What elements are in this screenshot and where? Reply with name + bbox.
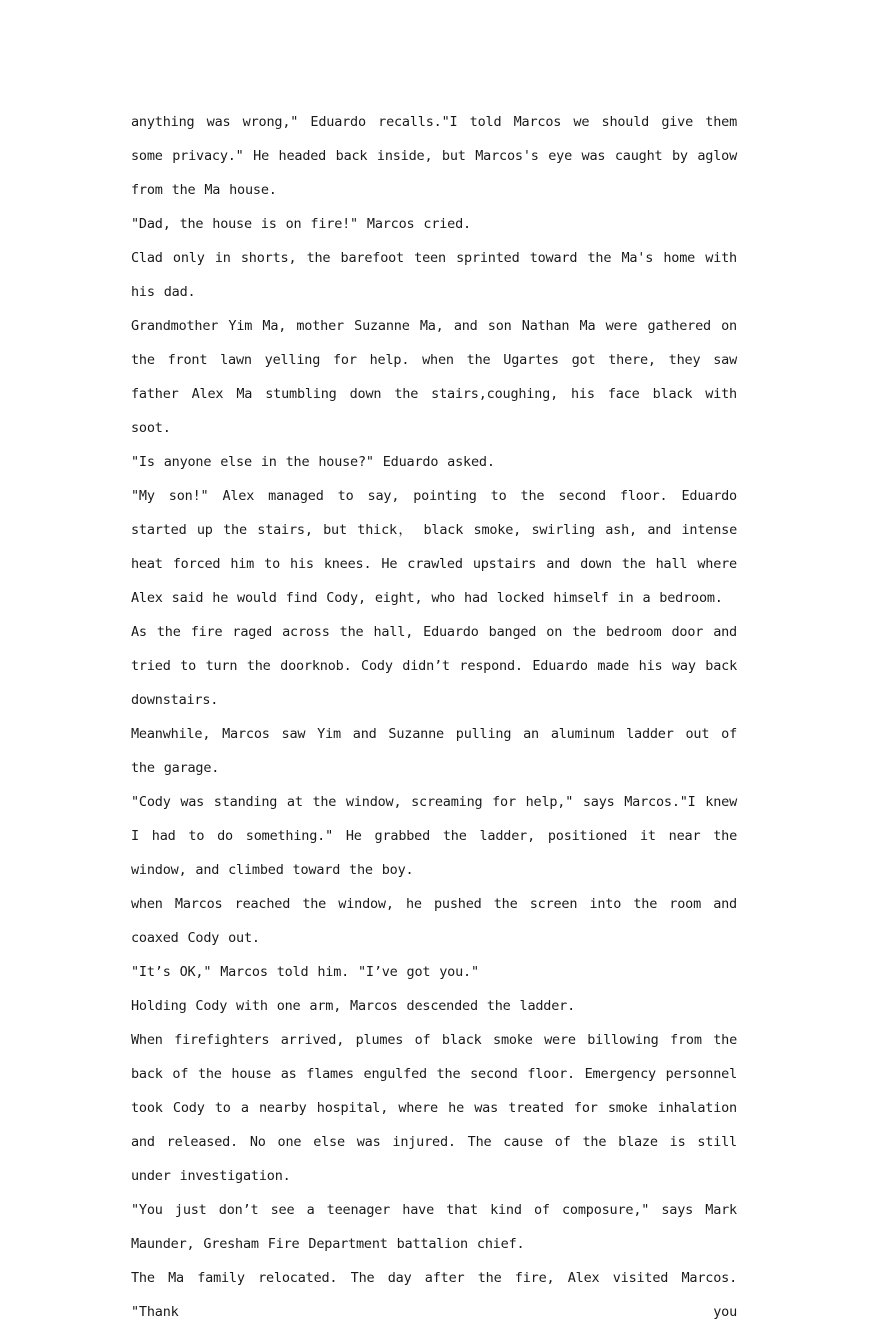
paragraph-11: "It’s OK," Marcos told him. "I’ve got you." bbox=[131, 964, 479, 980]
paragraph-15: The Ma family relocated. The day after the fire, Alex visited Marcos. "Thank you bbox=[131, 1270, 737, 1320]
document-page bbox=[131, 105, 737, 1329]
paragraph-6: "My son!" Alex managed to say, pointing to the second floor. Eduardo started up the stairs, but thick， black smoke, swirling ash, and intense heat forced him to his knees. He crawled upstairs and down the hall where Alex said he would find Cody, eight, who had locked himself in a bedroom. bbox=[131, 488, 737, 606]
paragraph-10: when Marcos reached the window, he pushed the screen into the room and coaxed Cody out. bbox=[131, 896, 737, 946]
paragraph-1: anything was wrong," Eduardo recalls."I told Marcos we should give them some privacy." He headed back inside, but Marcos's eye was caught by aglow from the Ma house. bbox=[131, 114, 737, 198]
paragraph-4: Grandmother Yim Ma, mother Suzanne Ma, and son Nathan Ma were gathered on the front lawn yelling for help. when the Ugartes got there, they saw father Alex Ma stumbling down the stairs,coughing, his face black with soot. bbox=[131, 318, 737, 436]
paragraph-7: As the fire raged across the hall, Eduardo banged on the bedroom door and tried to turn the doorknob. Cody didn’t respond. Eduardo made his way back downstairs. bbox=[131, 624, 737, 708]
paragraph-8: Meanwhile, Marcos saw Yim and Suzanne pulling an aluminum ladder out of the garage. bbox=[131, 726, 737, 776]
paragraph-12: Holding Cody with one arm, Marcos descended the ladder. bbox=[131, 998, 576, 1014]
paragraph-9: "Cody was standing at the window, screaming for help," says Marcos."I knew I had to do something." He grabbed the ladder, positioned it near the window, and climbed toward the boy. bbox=[131, 794, 737, 878]
paragraph-2: "Dad, the house is on fire!" Marcos cried. bbox=[131, 216, 471, 232]
paragraph-13: When firefighters arrived, plumes of black smoke were billowing from the back of the house as flames engulfed the second floor. Emergency personnel took Cody to a nearby hospital, where he was treated for smoke inhalation and released. No one else was injured. The cause of the blaze is still under investigation. bbox=[131, 1032, 737, 1184]
paragraph-14: "You just don’t see a teenager have that kind of composure," says Mark Maunder, Gresham Fire Department battalion chief. bbox=[131, 1202, 737, 1252]
paragraph-5: "Is anyone else in the house?" Eduardo asked. bbox=[131, 454, 495, 470]
paragraph-3: Clad only in shorts, the barefoot teen sprinted toward the Ma's home with his dad. bbox=[131, 250, 737, 300]
